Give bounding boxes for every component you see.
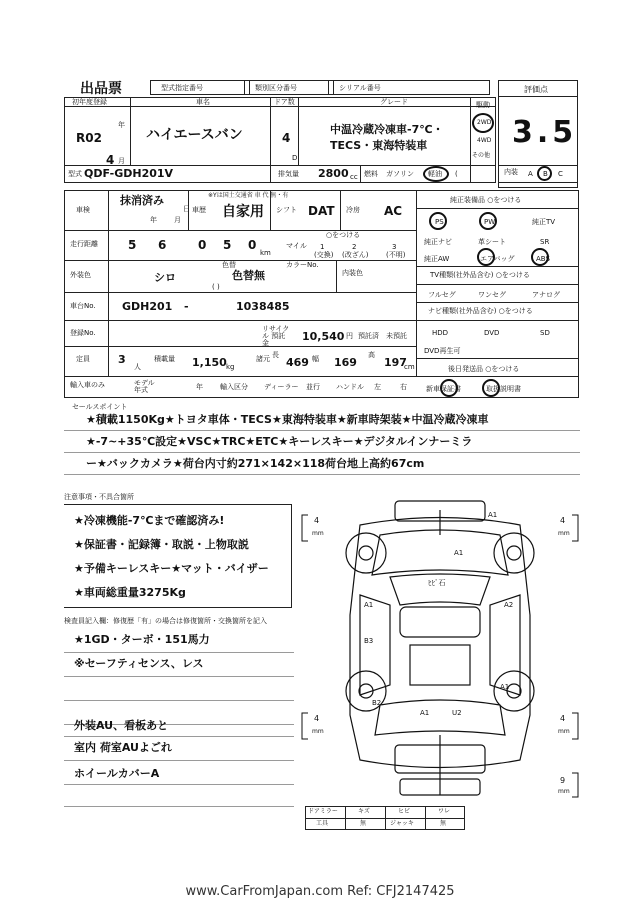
equip-navi: 純正ナビ bbox=[424, 238, 452, 246]
grade-line-1: 中温冷蔵冷凍車-7℃・ bbox=[330, 123, 444, 136]
damage-mark: ﾋﾋﾞ石 bbox=[428, 579, 446, 587]
usage-value: 自家用 bbox=[222, 204, 264, 220]
doors-value: 4 bbox=[282, 131, 291, 145]
svg-text:mm: mm bbox=[558, 788, 570, 795]
score-value: 3.5 bbox=[512, 115, 578, 150]
footer-watermark: www.CarFromJapan.com Ref: CFJ2147425 bbox=[185, 884, 455, 899]
serial-box: シリアル番号 bbox=[328, 80, 490, 95]
sales-points: ★積載1150Kg★トヨタ車体・TECS★東海特装車★新車時架装★中温冷蔵冷凍車 ★-7~+35℃設定★VSC★TRC★ETC★キーレスキー★デジタルインナーミラ ー★バックカメラ★荷台内寸約271×142×118荷台地上高約67cm bbox=[64, 412, 580, 478]
damage-mark: B3 bbox=[364, 637, 374, 645]
displacement: 2800 bbox=[318, 167, 349, 180]
equip-ps: PS bbox=[435, 218, 444, 226]
equip-leather: 革シート bbox=[478, 238, 506, 246]
svg-text:4: 4 bbox=[560, 516, 566, 525]
first-reg-month: 4 bbox=[106, 153, 115, 167]
damage-mark: A2 bbox=[504, 601, 514, 609]
recycle-fee: 10,540 bbox=[302, 330, 345, 343]
capacity: 3 bbox=[118, 353, 126, 366]
equipment-title: 純正装備品 ○をつける bbox=[450, 196, 522, 204]
shift-value: DAT bbox=[308, 204, 335, 218]
load-capacity: 1,150 bbox=[192, 356, 227, 369]
height: 197 bbox=[384, 356, 407, 369]
svg-text:mm: mm bbox=[312, 728, 324, 735]
page-title: 出品票 bbox=[80, 81, 122, 97]
model-type: QDF-GDH201V bbox=[84, 167, 174, 180]
shaken-value: 抹消済み bbox=[120, 194, 164, 207]
first-reg-era: R02 bbox=[76, 131, 102, 145]
equip-aw: 純正AW bbox=[424, 255, 450, 263]
equip-abs: ABS bbox=[536, 255, 550, 263]
equip-tv: 純正TV bbox=[532, 218, 556, 226]
notes-box: ★冷凍機能-7℃まで確認済み! ★保証書・記録簿・取説・上物取説 ★予備キーレスキー★マット・バイザー ★車両総重量3275Kg bbox=[64, 504, 292, 608]
svg-text:mm: mm bbox=[312, 530, 324, 537]
inspector-notes: ★1GD・ターボ・151馬力 ※セーフティセンス、レス 外装AU、看板あと 室内 荷室AUよごれ ホイールカバーA bbox=[64, 628, 294, 812]
damage-mark: A1 bbox=[454, 549, 464, 557]
damage-mark: A1 bbox=[488, 511, 498, 519]
notes-title: 注意事項・不具合箇所 bbox=[64, 493, 134, 501]
width: 169 bbox=[334, 356, 357, 369]
svg-text:9: 9 bbox=[560, 776, 566, 785]
svg-text:mm: mm bbox=[558, 728, 570, 735]
sales-title: セールスポイント bbox=[72, 403, 128, 411]
model-name: ハイエースバン bbox=[146, 127, 243, 143]
ac-value: AC bbox=[384, 204, 403, 218]
svg-text:4: 4 bbox=[314, 714, 320, 723]
damage-mark: A1 bbox=[364, 601, 374, 609]
svg-text:mm: mm bbox=[558, 530, 570, 537]
equip-pw: PW bbox=[484, 218, 496, 226]
score-label: 評価点 bbox=[524, 85, 548, 94]
svg-text:4: 4 bbox=[314, 516, 320, 525]
equip-sr: SR bbox=[540, 238, 550, 246]
equip-airbag: エアバッグ bbox=[480, 255, 515, 263]
grade-line-2: TECS・東海特装車 bbox=[330, 139, 428, 152]
svg-text:4: 4 bbox=[560, 714, 566, 723]
damage-mark: B2 bbox=[372, 699, 382, 707]
category-box: 類別区分番号 bbox=[244, 80, 334, 95]
exterior-color: シロ bbox=[154, 271, 176, 284]
odometer: 5 6 0 5 0 bbox=[128, 238, 257, 252]
car-damage-diagram bbox=[300, 495, 580, 805]
damage-mark: A1 bbox=[420, 709, 430, 717]
type-designation-box: 型式指定番号 bbox=[150, 80, 250, 95]
frame-model: GDH201 bbox=[122, 300, 173, 313]
color-change: 色替無 bbox=[232, 269, 265, 282]
length: 469 bbox=[286, 356, 309, 369]
damage-mark: A1 bbox=[500, 683, 510, 691]
frame-serial: 1038485 bbox=[236, 300, 290, 313]
damage-mark: U2 bbox=[452, 709, 462, 717]
inspector-title: 検査員記入欄：修復歴「有」の場合は修復箇所・交換箇所を記入 bbox=[64, 617, 267, 625]
